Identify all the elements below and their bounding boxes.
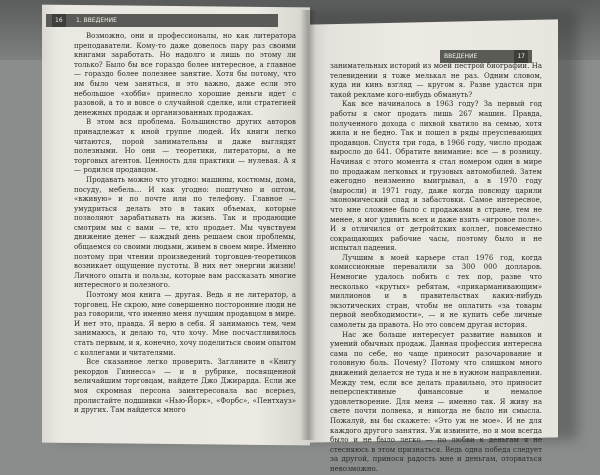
- left-page-header: [46, 14, 278, 27]
- left-paragraph: Поэтому моя книга — другая. Ведь я не литератор, а торговец. Не скрою, мне совершенно посторонние люди не раз говорили, что именно меня лучшим продавцом в мире. И нет это, правда. Я верю в себя. Я занимаюсь тем, чем занимаюсь, и делаю то, что хочу. Мне посчастливилось стать первым, и я, конечно, хочу поделиться своим опытом с коллегами и читателями.: [74, 291, 296, 357]
- right-page-section-title: ВВЕДЕНИЕ: [444, 53, 478, 60]
- right-paragraph: занимательных историй из моей пестрой биографии. На телевидении я тоже мелькал не раз. Одним словом, куда ни кинь взгляд — кругом я. Разве удастся при такой рекламе кого-нибудь обмануть?: [330, 62, 542, 99]
- left-page-number: 16: [52, 14, 66, 27]
- right-paragraph: Как все начиналось в 1963 году? За первый год работы я смог продать лишь 267 машин. Правда, полученного дохода с лихвой хватило на семью, хотя жила и не бедно. Так и пошел в ряды преуспевающих продавцов. Спустя три года, в 1966 году, число продаж выросло до 641. Обратите внимание: все — в розницу. Начиная с этого момента я стал номером один в мире по продажам легковых и грузовых автомобилей. Затем ежегодно неизменно выигрывал, а в 1970 году (выросли) и 1971 году, даже когда повсюду царили экономический спад и забастовки. Самое интересное, что мне сложнее было с продажами в стране, тем не менее, я мог удивить всех и даже взять «игровое поле». И я отличился от детройтских коллег, повсеместно сокращающих рабочие часы, поэтому было и не испытал падения.: [330, 100, 542, 253]
- left-paragraph: Возможно, они и профессионалы, но как литератора преподаватели. Кому-то даже довелось пару раз своими книгами заработать. Но надолго и лишь по этому ли только? Было бы все гораздо более интересное, а главное — гораздо более полезнее занятие. Хотя бы потому, что им было чем заняться, и это важно, даже если это небольшое «хобби» принесло хорошие деньги идет с разовой, а то и вовсе о случайной сделке, или стратегией денежных продаж и организованных продажах.: [74, 32, 296, 117]
- left-paragraph: Все сказанное легко проверить. Загляните в «Книгу рекордов Гиннесса» — и в рубрике, посвященной величайшим торговцам, найдете Джо Джирарда. Если же моя скромная персона заинтересовала вас всерьез, пролистайте подшивки «Нью-Йорк», «Форбс», «Пентхауз» и других. Там найдется много: [74, 358, 296, 415]
- right-page-number: 17: [514, 50, 528, 63]
- right-paragraph: Нас же больше интересует развитие навыков и умений обычных продаж. Данная профессия интересна сама по себе, но чаще приносит разочарование и головную боль. Почему? Потому что слишком много движений делается не туда и не в нужном направлении. Между тем, если все делать правильно, это приносит неперспективные финансовые и немалое удовлетворение. Для меня — именно так. Я живу на свете почти полвека, и никогда не было ни смысла. Пожалуй, вы бы скажете: «Это уж не мое». И не для каждого другого занятия. Уж извините, но я мои всегда было и не было легко — по любви к деньгам я не стесняюсь в этом признаться. Ведь одна победа следует за другой, принося радость мне и деньгам, оторваться невозможно.: [330, 330, 542, 473]
- left-page-section-title: 1. ВВЕДЕНИЕ: [76, 17, 117, 24]
- book-gutter: [300, 10, 316, 440]
- right-paragraph: Лучшим в моей карьере стал 1976 год, когда комиссионные перевалили за 300 000 долларов. Немногие удалось побить с тех пор, разве что несколько «крутых» ребятам, «прикарманивающим» миллионов и в правительствах каких-нибудь экзотических стран, чтобы не оплатить «за товары первой необходимости», — и не купить себе личные самолеты да правота. Но это совсем другая история.: [330, 253, 542, 330]
- left-paragraph: В этом вся проблема. Большинство других авторов принадлежат к иной группе людей. Их книги легко читаются, порой занимательны и даже выглядят полезными. Но они — теоретики, литераторы, а не торговых агентов. Ценность для практики — нулевая. А я — родился продавцом.: [74, 118, 296, 175]
- left-paragraph: Продавать можно что угодно: машины, костюмы, дома, посуду, мебель... И как угодно: поштучно и оптом, «вживую» и по почте или по телефону. Главное — умудриться делать это в таких объемах, которые позволяют зарабатывать на жизнь. Так и продающие смотрим мы с вами — те, кто продает. Мы чувствуем движение денег — каждый день решаем свои проблемы, общаемся со своими людьми, живем в своем мире. Именно поэтому при чтении произведений торговцев-теоретиков возникает ощущение пустоты. В них нет энергии жизни! Личного опыта и пользы, которые вам рассказать многие интересного и полезного.: [74, 175, 296, 290]
- right-page-body: [330, 62, 542, 475]
- left-page-body: [74, 32, 296, 416]
